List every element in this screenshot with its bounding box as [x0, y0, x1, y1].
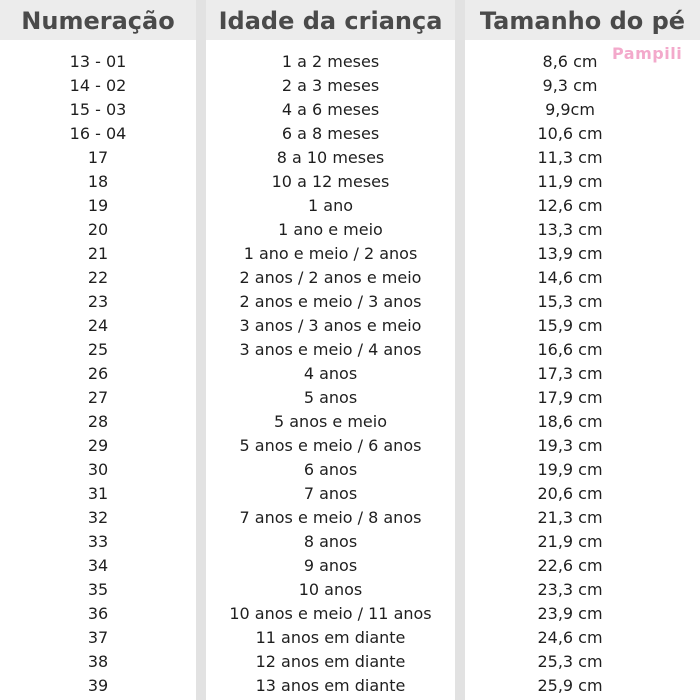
header-tamanho: Tamanho do pé: [465, 0, 700, 40]
table-row: [0, 170, 700, 194]
cell-idade: 8 anos: [303, 532, 358, 551]
cell-numeracao: 23: [87, 292, 109, 311]
cell-idade: 6 a 8 meses: [281, 124, 380, 143]
cell-tamanho: 9,9cm: [545, 100, 595, 119]
cell-tamanho: 12,6 cm: [537, 196, 603, 215]
cell-numeracao: 35: [87, 580, 109, 599]
cell-numeracao: 33: [87, 532, 109, 551]
cell-numeracao: 17: [87, 148, 109, 167]
table-row: [0, 530, 700, 554]
table-row: [0, 578, 700, 602]
cell-tamanho: 13,9 cm: [537, 244, 603, 263]
table-row: [0, 50, 700, 74]
table-row: [0, 386, 700, 410]
cell-numeracao: 38: [87, 652, 109, 671]
cell-numeracao: 34: [87, 556, 109, 575]
cell-idade: 2 anos / 2 anos e meio: [239, 268, 422, 287]
table-row: [0, 602, 700, 626]
brand-watermark: Pampili: [612, 44, 683, 63]
table-row: [0, 194, 700, 218]
header-idade: Idade da criança: [206, 0, 455, 40]
table-row: [0, 146, 700, 170]
cell-tamanho: 21,3 cm: [537, 508, 603, 527]
cell-tamanho: 18,6 cm: [537, 412, 603, 431]
cell-idade: 9 anos: [303, 556, 358, 575]
cell-idade: 11 anos em diante: [255, 628, 406, 647]
cell-idade: 5 anos e meio / 6 anos: [239, 436, 422, 455]
cell-numeracao: 28: [87, 412, 109, 431]
cell-idade: 3 anos / 3 anos e meio: [239, 316, 422, 335]
cell-numeracao: 22: [87, 268, 109, 287]
cell-tamanho: 22,6 cm: [537, 556, 603, 575]
table-row: [0, 650, 700, 674]
cell-tamanho: 25,9 cm: [537, 676, 603, 695]
cell-idade: 10 anos: [298, 580, 363, 599]
cell-numeracao: 16 - 04: [69, 124, 127, 143]
cell-numeracao: 19: [87, 196, 109, 215]
cell-numeracao: 30: [87, 460, 109, 479]
cell-idade: 4 a 6 meses: [281, 100, 380, 119]
table-row: [0, 434, 700, 458]
cell-numeracao: 24: [87, 316, 109, 335]
cell-idade: 1 a 2 meses: [281, 52, 380, 71]
cell-idade: 2 a 3 meses: [281, 76, 380, 95]
table-row: [0, 314, 700, 338]
cell-numeracao: 20: [87, 220, 109, 239]
size-table-body: [0, 50, 700, 698]
cell-idade: 5 anos: [303, 388, 358, 407]
table-row: [0, 482, 700, 506]
cell-tamanho: 13,3 cm: [537, 220, 603, 239]
cell-tamanho: 14,6 cm: [537, 268, 603, 287]
cell-tamanho: 15,9 cm: [537, 316, 603, 335]
cell-tamanho: 19,9 cm: [537, 460, 603, 479]
cell-numeracao: 14 - 02: [69, 76, 127, 95]
cell-numeracao: 36: [87, 604, 109, 623]
cell-numeracao: 21: [87, 244, 109, 263]
cell-idade: 2 anos e meio / 3 anos: [239, 292, 422, 311]
cell-idade: 10 a 12 meses: [271, 172, 390, 191]
cell-tamanho: 11,3 cm: [537, 148, 603, 167]
cell-idade: 8 a 10 meses: [276, 148, 385, 167]
cell-numeracao: 13 - 01: [69, 52, 127, 71]
cell-numeracao: 29: [87, 436, 109, 455]
cell-numeracao: 25: [87, 340, 109, 359]
cell-tamanho: 8,6 cm: [542, 52, 598, 71]
cell-tamanho: 21,9 cm: [537, 532, 603, 551]
cell-tamanho: 23,3 cm: [537, 580, 603, 599]
cell-idade: 1 ano e meio / 2 anos: [243, 244, 418, 263]
cell-idade: 1 ano e meio: [278, 220, 383, 239]
cell-numeracao: 26: [87, 364, 109, 383]
table-row: [0, 290, 700, 314]
table-row: [0, 74, 700, 98]
table-row: [0, 122, 700, 146]
cell-tamanho: 17,9 cm: [537, 388, 603, 407]
table-row: [0, 626, 700, 650]
cell-tamanho: 20,6 cm: [537, 484, 603, 503]
cell-idade: 6 anos: [303, 460, 358, 479]
cell-idade: 10 anos e meio / 11 anos: [229, 604, 432, 623]
table-row: [0, 554, 700, 578]
cell-tamanho: 10,6 cm: [537, 124, 603, 143]
table-row: [0, 410, 700, 434]
cell-tamanho: 15,3 cm: [537, 292, 603, 311]
cell-idade: 13 anos em diante: [255, 676, 406, 695]
table-row: [0, 362, 700, 386]
cell-numeracao: 18: [87, 172, 109, 191]
cell-numeracao: 15 - 03: [69, 100, 127, 119]
table-row: [0, 506, 700, 530]
table-row: [0, 266, 700, 290]
cell-tamanho: 9,3 cm: [542, 76, 598, 95]
cell-idade: 7 anos: [303, 484, 358, 503]
cell-idade: 4 anos: [303, 364, 358, 383]
cell-idade: 3 anos e meio / 4 anos: [239, 340, 422, 359]
cell-tamanho: 25,3 cm: [537, 652, 603, 671]
cell-numeracao: 32: [87, 508, 109, 527]
table-row: [0, 242, 700, 266]
cell-idade: 5 anos e meio: [273, 412, 387, 431]
header-numeracao: Numeração: [0, 0, 196, 40]
table-row: [0, 98, 700, 122]
cell-numeracao: 31: [87, 484, 109, 503]
cell-tamanho: 24,6 cm: [537, 628, 603, 647]
table-row: [0, 338, 700, 362]
cell-idade: 12 anos em diante: [255, 652, 406, 671]
cell-tamanho: 23,9 cm: [537, 604, 603, 623]
cell-tamanho: 11,9 cm: [537, 172, 603, 191]
cell-numeracao: 37: [87, 628, 109, 647]
cell-numeracao: 39: [87, 676, 109, 695]
table-row: [0, 458, 700, 482]
cell-idade: 7 anos e meio / 8 anos: [239, 508, 422, 527]
table-row: [0, 674, 700, 698]
cell-tamanho: 19,3 cm: [537, 436, 603, 455]
cell-idade: 1 ano: [308, 196, 353, 215]
cell-tamanho: 17,3 cm: [537, 364, 603, 383]
cell-tamanho: 16,6 cm: [537, 340, 603, 359]
table-row: [0, 218, 700, 242]
cell-numeracao: 27: [87, 388, 109, 407]
